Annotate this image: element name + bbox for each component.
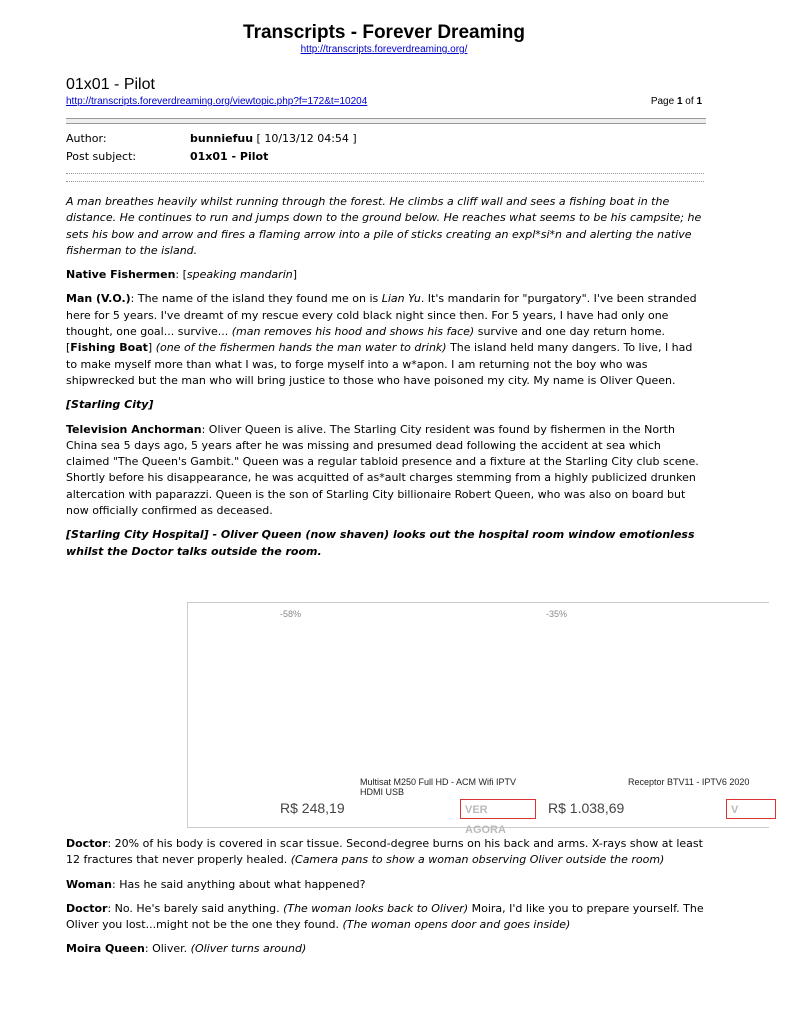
header-rule: [66, 118, 706, 124]
dialogue-text: Moira, I'd like you to prepare yourself. The Oliver you lost...might not be the one they found.: [66, 901, 704, 932]
dialogue-text: : [: [175, 268, 187, 282]
dialogue-text: ]: [147, 341, 156, 355]
paragraph-doctor-2: [66, 901, 706, 934]
ad-discount-badge: -58%: [280, 609, 302, 619]
stage-direction: (man removes his hood and shows his face): [231, 325, 475, 339]
scene-heading-starling-city: [Starling City]: [66, 398, 154, 412]
ad-view-now-button[interactable]: VER AGORA: [460, 799, 536, 819]
paragraph-moira: [66, 941, 706, 957]
speaker-label: Doctor: [66, 837, 108, 850]
ad-discount-badge: -35%: [546, 609, 568, 619]
speaker-label: Fishing Boat: [70, 341, 148, 355]
page-prefix: Page: [650, 96, 677, 107]
dialogue-text: : No. He's barely said anything.: [107, 901, 284, 915]
ad-product-price: R$ 248,19: [280, 800, 345, 816]
post-divider-1: [66, 173, 704, 176]
site-url-link[interactable]: http://transcripts.foreverdreaming.org/: [300, 44, 468, 55]
author-date: [ 10/13/12 04:54 ]: [253, 132, 357, 145]
page-total: 1: [696, 96, 702, 107]
transcript-body: [66, 194, 706, 568]
dialogue-text: : Has he said anything about what happened?: [112, 877, 366, 891]
paragraph-native-fishermen: [66, 267, 706, 283]
author-name: bunniefuu: [190, 132, 254, 145]
speaker-label: Native Fishermen: [66, 268, 176, 282]
page-info: [651, 96, 702, 107]
stage-direction: (Camera pans to show a woman observing Oliver outside the room): [290, 853, 665, 867]
stage-direction: (The woman looks back to Oliver): [283, 901, 469, 915]
dialogue-text: : 20% of his body is covered in scar tissue. Second-degree burns on his back and arms. X-rays show at least 12 fractures that never properly healed.: [66, 837, 703, 867]
speaker-label: Man (V.O.): [66, 292, 131, 306]
author-value: [190, 132, 357, 145]
paragraph-intro: A man breathes heavily whilst running through the forest. He climbs a cliff wall and sees a fishing boat in the distance. He continues to run and jumps down to the ground below. He reaches what seems to be his campsite; he sets his bow and arrow and fires a flaming arrow into a pile of sticks creating an expl*si*n and alerting the native fisherman to the island.: [66, 195, 702, 257]
page-of: of: [682, 96, 697, 107]
scene-heading-hospital: [Starling City Hospital] - Oliver Queen (now shaven) looks out the hospital room window emotionless whilst the Doctor talks outside the room.: [66, 528, 695, 558]
topic-title: 01x01 - Pilot: [66, 76, 155, 93]
advertisement-banner[interactable]: [187, 602, 769, 836]
paragraph-anchorman: [66, 422, 706, 520]
dialogue-text: . It's mandarin for "purgatory". I've been stranded here for 5 years. I've dreamt of my rescue every cold black night since then. For 5 years, I have had only one thought, one goal... survive...: [66, 292, 697, 339]
dialogue-text: : Oliver.: [144, 942, 191, 956]
topic-url-link[interactable]: http://transcripts.foreverdreaming.org/viewtopic.php?f=172&t=10204: [66, 96, 368, 107]
speaker-label: Woman: [66, 877, 113, 891]
paragraph-man-vo: [66, 291, 706, 389]
paragraph-doctor-1: [66, 836, 706, 869]
site-title: Transcripts - Forever Dreaming: [243, 22, 525, 43]
speaker-label: Television Anchorman: [66, 422, 202, 436]
subject-value: 01x01 - Pilot: [190, 150, 269, 163]
stage-direction: Lian Yu: [381, 292, 421, 306]
dialogue-text: : The name of the island they found me on is: [130, 292, 382, 306]
speaker-label: Doctor: [66, 901, 108, 915]
dialogue-text: ]: [292, 268, 298, 282]
dialogue-text: : Oliver Queen is alive. The Starling City resident was found by fishermen in the North China sea 5 days ago, 5 years after he was missing and presumed dead following the accident at sea which claimed "The Queen's Gambit." Queen was a regular tabloid presence and a fixture at the Starling City club scene. Shortly before his disappearance, he was acquitted of as*ault charges stemming from a highly publicized drunken altercation with paparazzi. Queen is the son of Starling City billionaire Robert Queen, who was also on board but now officially confirmed as deceased.: [66, 422, 699, 518]
stage-direction: (one of the fishermen hands the man water to drink): [155, 341, 447, 355]
dialogue-text: survive and one day return home. [: [66, 325, 665, 355]
paragraph-woman: [66, 877, 706, 893]
ad-product-name[interactable]: Receptor BTV11 - IPTV6 2020: [628, 777, 750, 787]
ad-product-name[interactable]: Multisat M250 Full HD - ACM Wifi IPTV HDMI USB: [360, 777, 517, 797]
post-divider-2: [66, 181, 704, 184]
stage-direction: (Oliver turns around): [190, 942, 307, 956]
ad-product-price: R$ 1.038,69: [548, 800, 625, 816]
stage-direction: (The woman opens door and goes inside): [342, 918, 571, 932]
ad-view-now-button[interactable]: V: [726, 799, 776, 819]
transcript-body-continued: [66, 836, 706, 966]
dialogue-text: The island held many dangers. To live, I had to make myself more than what I was, to forge myself into a w*apon. I am returning not the boy who was shipwrecked but the man who will bring justice to those who have poisoned my city. My name is Oliver Queen.: [66, 341, 693, 387]
stage-direction: speaking mandarin: [186, 268, 293, 282]
author-label: Author:: [66, 132, 107, 145]
subject-label: Post subject:: [66, 150, 137, 163]
speaker-label: Moira Queen: [66, 942, 145, 956]
page-current: 1: [676, 96, 683, 107]
